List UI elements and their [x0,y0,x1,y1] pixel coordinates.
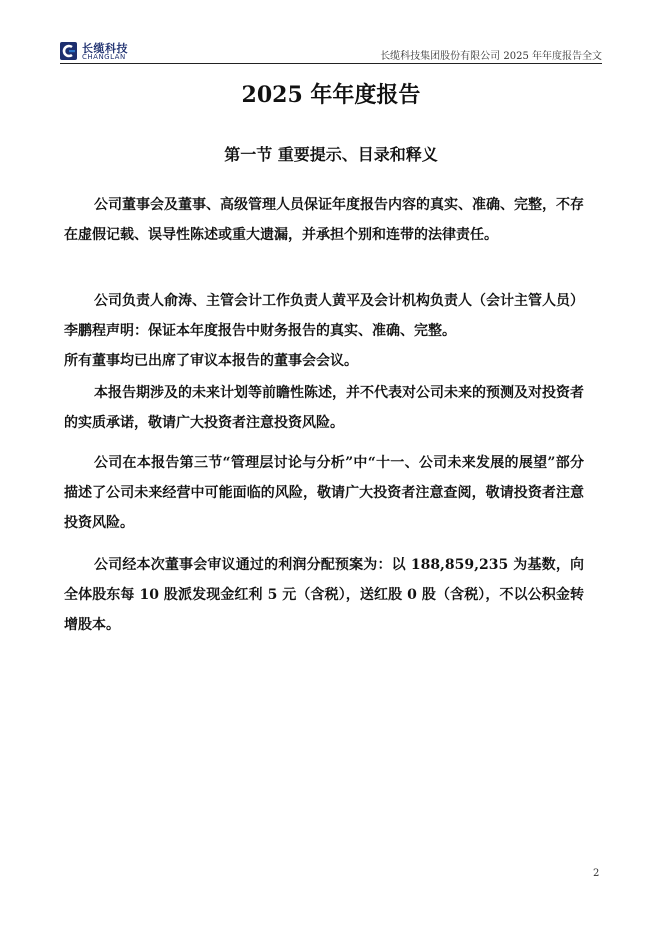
logo-chinese-name: 长缆科技 [82,42,128,55]
header-divider [60,63,602,64]
page-number: 2 [593,868,600,879]
page-header [60,40,602,64]
paragraph-risk-notice: 公司在本报告第三节“管理层讨论与分析”中“十一、公司未来发展的展望”部分描述了公司未来经营中可能面临的风险，敬请广大投资者注意查阅，敬请投资者注意投资风险。 [64,455,584,531]
paragraph-profit-distribution: 公司经本次董事会审议通过的利润分配预案为：以 188,859,235 为基数，向全体股东每 10 股派发现金红利 5 元（含税），送红股 0 股（含税），不以公积金转增股本。 [64,557,584,633]
changlan-logo-icon [60,42,77,60]
section-title: 第一节 重要提示、目录和释义 [224,145,438,164]
header-document-title: 长缆科技集团股份有限公司 2025 年年度报告全文 [380,51,602,62]
paragraph-forward-looking: 本报告期涉及的未来计划等前瞻性陈述，并不代表对公司未来的预测及对投资者的实质承诺，敬请广大投资者注意投资风险。 [64,385,584,431]
report-title: 2025 年年度报告 [241,82,421,108]
logo-english-name: CHANGLAN [82,53,126,61]
paragraph-responsible-persons: 公司负责人俞涛、主管会计工作负责人黄平及会计机构负责人（会计主管人员）李鹏程声明：保证本年度报告中财务报告的真实、准确、完整。 [64,293,584,339]
paragraph-directors-attendance: 所有董事均已出席了审议本报告的董事会会议。 [64,353,358,369]
paragraph-board-guarantee: 公司董事会及董事、高级管理人员保证年度报告内容的真实、准确、完整，不存在虚假记载、误导性陈述或重大遗漏，并承担个别和连带的法律责任。 [64,197,584,243]
